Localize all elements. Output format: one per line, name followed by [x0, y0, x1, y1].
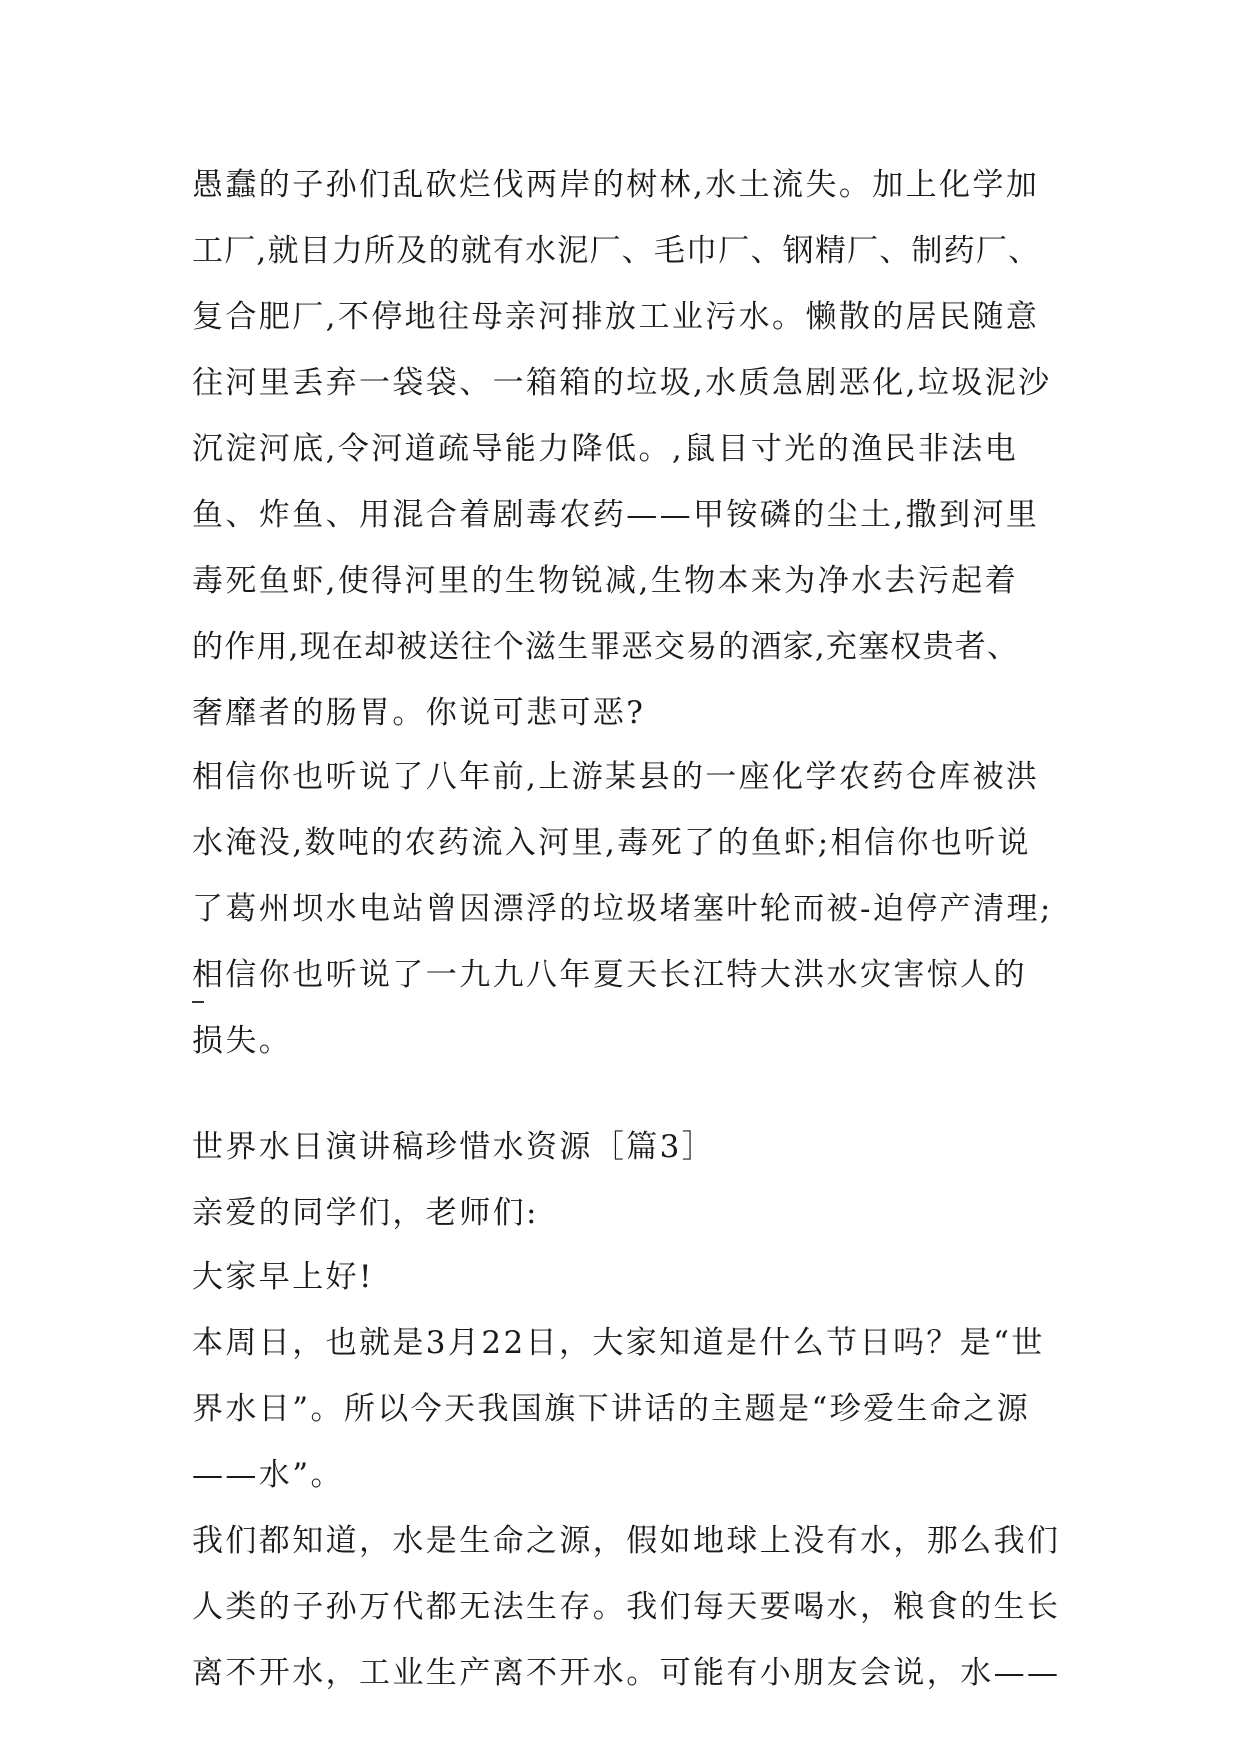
paragraph-line: 我们都知道，水是生命之源，假如地球上没有水，那么我们 — [192, 1523, 1061, 1559]
paragraph-line: 离不开水，工业生产离不开水。可能有小朋友会说，水—— — [192, 1655, 1061, 1691]
paragraph-line: 了葛州坝水电站曾因漂浮的垃圾堵塞叶轮而被-迫停产清理; — [192, 891, 1053, 927]
section-title: 世界水日演讲稿珍惜水资源［篇3］ — [192, 1129, 716, 1165]
paragraph-line: 复合肥厂,不停地往母亲河排放工业污水。懒散的居民随意 — [192, 299, 1040, 335]
paragraph-line: 沉淀河底,令河道疏导能力降低。,鼠目寸光的渔民非法电 — [192, 431, 1019, 467]
paragraph-line: ——水”。 — [192, 1457, 344, 1493]
section-divider — [192, 1001, 204, 1003]
paragraph-line: 的作用,现在却被送往个滋生罪恶交易的酒家,充塞权贵者、 — [192, 629, 1020, 665]
paragraph-line: 毒死鱼虾,使得河里的生物锐减,生物本来为净水去污起着 — [192, 563, 1019, 599]
paragraph-line: 愚蠢的子孙们乱砍烂伐两岸的树林,水土流失。加上化学加 — [192, 167, 1040, 203]
paragraph-line: 奢靡者的肠胃。你说可悲可恶? — [192, 695, 646, 731]
paragraph-line: 本周日，也就是3月22日，大家知道是什么节日吗？是“世 — [192, 1325, 1045, 1361]
paragraph-line: 往河里丢弃一袋袋、一箱箱的垃圾,水质急剧恶化,垃圾泥沙 — [192, 365, 1052, 401]
paragraph-line: 损失。 — [192, 1023, 293, 1059]
paragraph-line: 水淹没,数吨的农药流入河里,毒死了的鱼虾;相信你也听说 — [192, 825, 1031, 861]
greeting-line: 大家早上好! — [192, 1259, 374, 1295]
greeting-line: 亲爱的同学们，老师们: — [192, 1195, 539, 1231]
paragraph-line: 工厂,就目力所及的就有水泥厂、毛巾厂、钢精厂、制药厂、 — [192, 233, 1041, 269]
paragraph-line: 界水日”。所以今天我国旗下讲话的主题是“珍爱生命之源 — [192, 1391, 1031, 1427]
paragraph-line: 人类的子孙万代都无法生存。我们每天要喝水，粮食的生长 — [192, 1589, 1061, 1625]
paragraph-line: 相信你也听说了一九九八年夏天长江特大洪水灾害惊人的 — [192, 957, 1027, 993]
paragraph-line: 相信你也听说了八年前,上游某县的一座化学农药仓库被洪 — [192, 759, 1040, 795]
paragraph-line: 鱼、炸鱼、用混合着剧毒农药——甲铵磷的尘土,撒到河里 — [192, 497, 1040, 533]
